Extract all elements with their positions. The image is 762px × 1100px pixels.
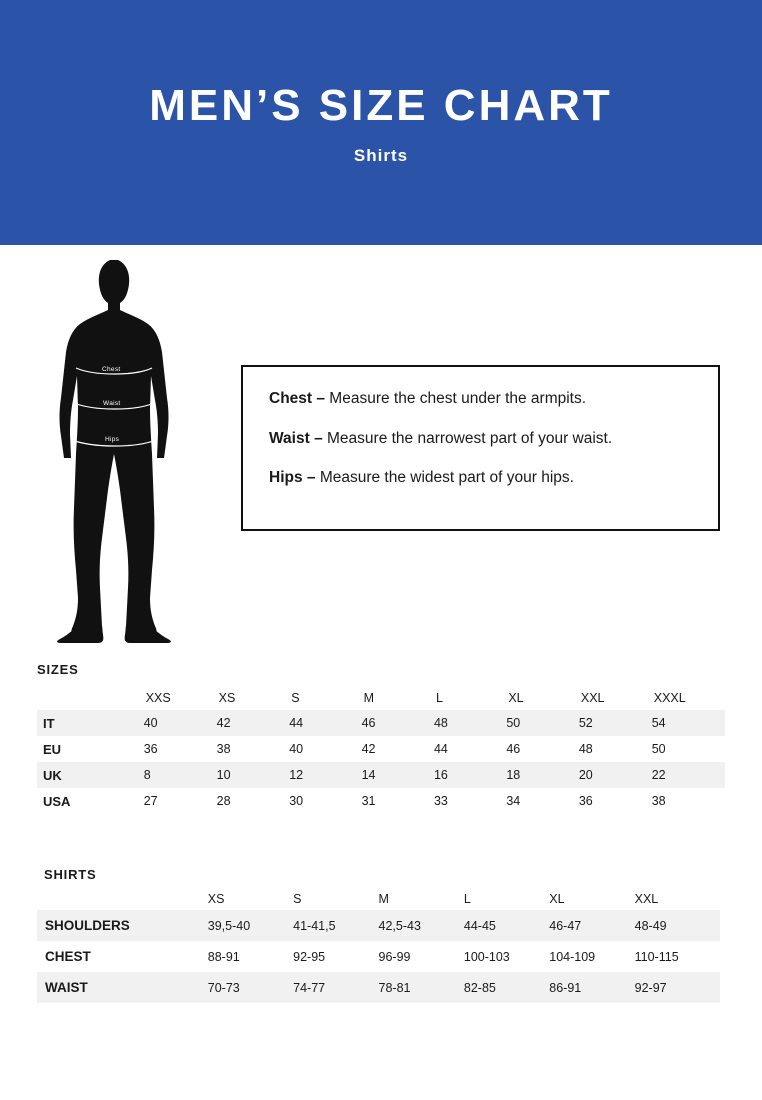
shirts-cell: 92-95 [293, 949, 326, 964]
shirts-cell: 88-91 [207, 949, 240, 964]
shirts-row-label: SHOULDERS [45, 918, 130, 933]
sizes-table [37, 686, 725, 814]
shirts-cell: 78-81 [378, 980, 411, 995]
sizes-column-header: L [435, 691, 443, 705]
shirts-cell: 92-97 [634, 980, 667, 995]
shirts-row-label: CHEST [45, 949, 91, 964]
sizes-cell: 31 [361, 794, 376, 808]
shirts-column-header: S [293, 892, 302, 906]
sizes-cell: 40 [143, 716, 158, 730]
sizes-cell: 14 [361, 768, 376, 782]
shirts-cell: 110-115 [634, 949, 679, 964]
sizes-table-corner [37, 686, 144, 710]
sizes-column-header: XXL [580, 691, 605, 705]
sizes-column-header: M [363, 691, 375, 705]
shirts-column-header: XS [207, 892, 225, 906]
shirts-cell: 41-41,5 [293, 918, 336, 933]
shirts-cell: 100-103 [463, 949, 510, 964]
shirts-cell: 44-45 [463, 918, 496, 933]
sizes-column-header: XXS [145, 691, 171, 705]
sizes-row-label: USA [43, 793, 71, 809]
sizes-cell: 50 [506, 716, 521, 730]
sizes-cell: 27 [143, 794, 158, 808]
sizes-row-label: UK [43, 767, 62, 783]
sizes-column-header: S [291, 691, 300, 705]
sizes-cell: 30 [289, 794, 304, 808]
shirts-table-corner [37, 888, 208, 910]
sizes-cell: 34 [506, 794, 521, 808]
figure-label-hips: Hips [105, 436, 120, 443]
sizes-cell: 38 [651, 794, 666, 808]
sizes-cell: 48 [578, 742, 593, 756]
table-row [37, 762, 725, 788]
table-row [37, 910, 720, 941]
male-body-silhouette-icon [40, 258, 230, 643]
sizes-cell: 42 [361, 742, 376, 756]
shirts-cell: 70-73 [207, 980, 240, 995]
instruction-hips-text: Measure the widest part of your hips. [315, 469, 574, 486]
sizes-cell: 22 [651, 768, 666, 782]
sizes-cell: 44 [289, 716, 304, 730]
page-title: MEN’S SIZE CHART [149, 81, 613, 130]
measurement-instructions-box [241, 365, 720, 531]
sizes-cell: 44 [433, 742, 448, 756]
sizes-cell: 46 [361, 716, 376, 730]
sizes-cell: 16 [433, 768, 448, 782]
page-header [0, 0, 762, 245]
table-row [37, 710, 725, 736]
shirts-table-heading: SHIRTS [44, 867, 97, 882]
sizes-column-header: XXXL [653, 691, 686, 705]
shirts-cell: 48-49 [634, 918, 667, 933]
instruction-chest-text: Measure the chest under the armpits. [325, 390, 587, 407]
shirts-cell: 39,5-40 [207, 918, 251, 933]
sizes-row-label: IT [43, 715, 55, 731]
instruction-chest-term: Chest – [269, 390, 325, 407]
sizes-cell: 18 [506, 768, 521, 782]
shirts-cell: 96-99 [378, 949, 411, 964]
page-subtitle: Shirts [353, 146, 409, 166]
sizes-cell: 8 [143, 768, 151, 782]
sizes-cell: 52 [578, 716, 593, 730]
instruction-chest [269, 391, 692, 407]
sizes-column-header: XL [508, 691, 524, 705]
shirts-column-header: XL [549, 892, 565, 906]
instruction-hips-term: Hips – [269, 469, 316, 486]
sizes-column-header: XS [218, 691, 236, 705]
shirts-cell: 46-47 [549, 918, 582, 933]
table-row [37, 972, 720, 1003]
sizes-cell: 36 [143, 742, 158, 756]
shirts-column-header: XXL [634, 892, 659, 906]
table-header-row [37, 686, 725, 710]
body-silhouette-figure [40, 258, 230, 643]
sizes-row-label: EU [43, 741, 62, 757]
sizes-cell: 33 [433, 794, 448, 808]
shirts-cell: 86-91 [549, 980, 582, 995]
shirts-column-header: L [463, 892, 471, 906]
instruction-waist [269, 431, 692, 447]
sizes-cell: 28 [216, 794, 231, 808]
sizes-cell: 10 [216, 768, 231, 782]
sizes-cell: 50 [651, 742, 666, 756]
instruction-waist-term: Waist – [269, 429, 323, 447]
shirts-cell: 42,5-43 [378, 918, 421, 933]
sizes-cell: 54 [651, 716, 666, 730]
sizes-cell: 38 [216, 742, 231, 756]
table-row [37, 941, 720, 972]
sizes-table-heading: SIZES [37, 662, 79, 677]
sizes-cell: 36 [578, 794, 593, 808]
table-header-row [37, 888, 720, 910]
sizes-cell: 40 [289, 742, 304, 756]
shirts-cell: 82-85 [463, 980, 496, 995]
instruction-hips [269, 470, 692, 486]
table-row [37, 736, 725, 762]
shirts-row-label: WAIST [45, 980, 88, 995]
table-row [37, 788, 725, 814]
sizes-cell: 46 [506, 742, 521, 756]
figure-label-waist: Waist [103, 400, 121, 407]
figure-label-chest: Chest [102, 366, 121, 373]
sizes-cell: 42 [216, 716, 231, 730]
shirts-table [37, 888, 720, 1003]
sizes-cell: 12 [289, 768, 304, 782]
sizes-cell: 20 [578, 768, 593, 782]
shirts-column-header: M [378, 892, 389, 906]
shirts-cell: 104-109 [549, 949, 596, 964]
sizes-cell: 48 [433, 716, 448, 730]
shirts-cell: 74-77 [293, 980, 326, 995]
instruction-waist-text: Measure the narrowest part of your waist. [322, 429, 613, 447]
